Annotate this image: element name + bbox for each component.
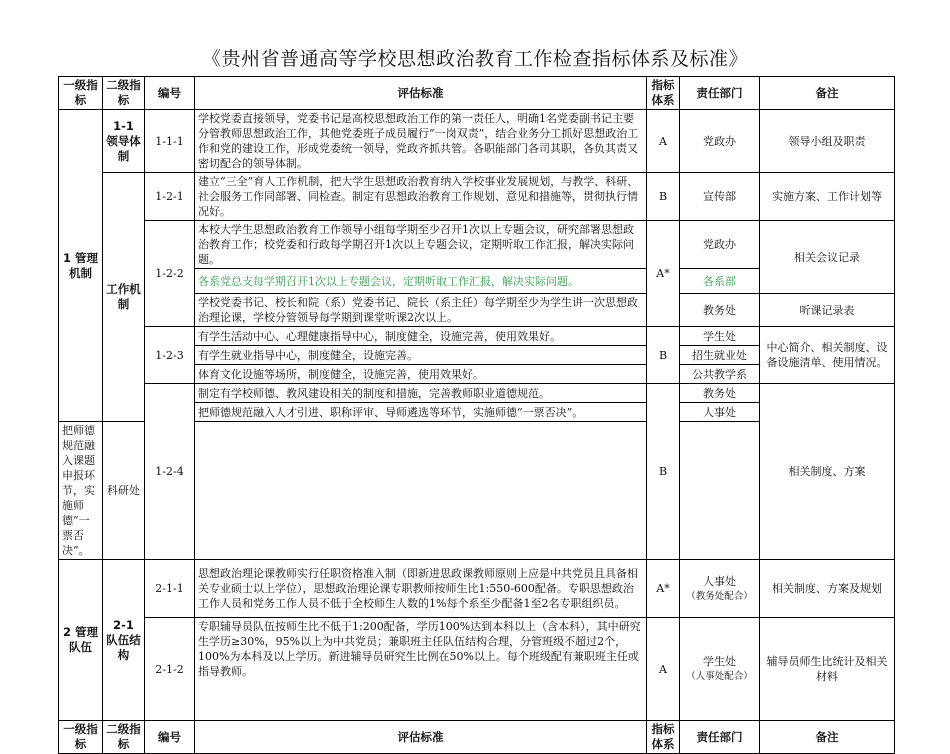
table-row [59,560,895,618]
lvl2-leadership: 1-1 领导体制 [103,110,145,173]
system-cell: A [647,110,680,173]
dept-cell-green: 各系部 [680,269,760,294]
dept-sub: （人事处配合） [686,671,753,682]
note-cell: 听课记录表 [760,294,895,327]
criteria-cell: 体育文化设施等场所，制度健全，设施完善，使用效果好。 [195,365,647,384]
note-cell: 中心简介、相关制度、设备设施清单、使用情况。 [760,327,895,384]
criteria-cell: 制定有学校师德、教风建设相关的制度和措施，完善教师职业道德规范。 [195,384,647,403]
evaluation-table [58,76,895,754]
header-criteria: 评估标准 [195,721,647,754]
system-cell: B [647,327,680,384]
header-dept: 责任部门 [680,721,760,754]
table-row [59,110,895,173]
code-cell: 1-2-1 [145,173,195,221]
criteria-cell: 有学生活动中心、心理健康指导中心，制度健全，设施完善，使用效果好。 [195,327,647,346]
lvl1-management-team: 2 管理队伍 [59,560,103,721]
table-row [59,327,895,346]
code-cell: 1-2-4 [145,384,195,560]
code-cell: 1-2-2 [145,221,195,327]
header-code: 编号 [145,721,195,754]
criteria-cell: 专职辅导员队伍按师生比不低于1:200配备，学历100%达到本科以上（含本科），其中研究生学历≥30%，95%以上为中共党员；兼职班主任队伍结构合理，分管班级不超过2个，100%为本科及以上学历。新进辅导员研究生比例在50%以上。每个班级配有兼职班主任或指导教师。 [195,618,647,721]
dept-cell: 党政办 [680,221,760,269]
header-row [59,77,895,110]
system-cell: B [647,173,680,221]
criteria-cell: 思想政治理论课教师实行任职资格准入制（即新进思政课教师原则上应是中共党员且具备相关专业硕士以上学位），思想政治理论课专职教师按师生比1:550-600配备。专职思想政治工作人员和党务工作人员不低于全校师生人数的1%每个系至少配备1至2名专职组织员。 [195,560,647,618]
table-row [59,173,895,221]
header-dept: 责任部门 [680,77,760,110]
criteria-cell: 本校大学生思想政治教育工作领导小组每学期至少召开1次以上专题会议，研究部署思想政治教育工作；校党委和行政每学期召开1次以上专题会议，定期听取工作汇报，解决实际问题。 [195,221,647,269]
dept-cell: 科研处 [103,422,145,560]
system-cell: A* [647,221,680,327]
page-title: 《贵州省普通高等学校思想政治教育工作检查指标体系及标准》 [201,48,748,70]
table-row [59,384,895,403]
header-lvl2: 二级指标 [103,77,145,110]
lvl1-management-mechanism: 1 管理机制 [59,110,103,422]
header-lvl2: 二级指标 [103,721,145,754]
code-cell: 2-1-2 [145,618,195,721]
header-system: 指标体系 [647,77,680,110]
table-row [59,618,895,721]
note-cell: 领导小组及职责 [760,110,895,173]
header-system: 指标体系 [647,721,680,754]
header-criteria: 评估标准 [195,77,647,110]
header-code: 编号 [145,77,195,110]
code-cell: 1-2-3 [145,327,195,384]
dept-cell: 教务处 [680,384,760,403]
dept-cell: 教务处 [680,294,760,327]
lvl2-team-structure: 2-1 队伍结构 [103,560,145,721]
dept-main: 学生处 [703,655,736,668]
dept-cell: 公共教学系 [680,365,760,384]
header-lvl1: 一级指标 [59,77,103,110]
criteria-cell: 学校党委直接领导，党委书记是高校思想政治工作的第一责任人，明确1名党委副书记主要分管教师思想政治工作，其他党委班子成员履行“一岗双责”，结合业务分工抓好思想政治工作和党的建设工作，形成党委统一领导，党政齐抓共管。各职能部门各司其职，各负其责又密切配合的领导体制。 [195,110,647,173]
dept-cell: 宣传部 [680,173,760,221]
criteria-cell: 建立“三全”育人工作机制，把大学生思想政治教育纳入学校事业发展规划，与教学、科研、社会服务工作同部署、同检查。制定有思想政治教育工作规划、意见和措施等，贯彻执行情况好。 [195,173,647,221]
dept-cell: 招生就业处 [680,346,760,365]
dept-cell [680,618,760,721]
dept-main: 人事处 [703,574,736,588]
code-cell: 2-1-1 [145,560,195,618]
header-note: 备注 [760,721,895,754]
criteria-cell: 把师德规范融入人才引进、职称评审、导师遴选等环节，实施师德“一票否决”。 [195,403,647,422]
note-cell: 相关制度、方案及规划 [760,560,895,618]
criteria-cell: 把师德规范融入课题申报环节，实施师德“一票否决”。 [59,422,103,560]
header-lvl1: 一级指标 [59,721,103,754]
table-row [59,221,895,269]
criteria-cell-green: 各系党总支每学期召开1次以上专题会议，定期听取工作汇报，解决实际问题。 [195,269,647,294]
dept-cell: 人事处 [680,403,760,422]
header-note: 备注 [760,77,895,110]
dept-cell: 学生处 [680,327,760,346]
criteria-cell: 有学生就业指导中心，制度健全，设施完善。 [195,346,647,365]
system-cell: A [647,618,680,721]
lvl2-work-mechanism: 工作机制 [103,173,145,422]
header-row-repeat [59,721,895,754]
dept-sub: （教务处配合） [686,590,753,602]
criteria-cell: 学校党委书记、校长和院（系）党委书记、院长（系主任）每学期至少为学生讲一次思想政治理论课，学校分管领导每学期到课堂听课2次以上。 [195,294,647,327]
system-cell: A* [647,560,680,618]
dept-cell [680,560,760,618]
system-cell: B [647,384,680,560]
note-cell: 实施方案、工作计划等 [760,173,895,221]
dept-cell: 党政办 [680,110,760,173]
note-cell: 相关制度、方案 [760,384,895,560]
code-cell: 1-1-1 [145,110,195,173]
note-cell: 相关会议记录 [760,221,895,294]
note-cell: 辅导员师生比统计及相关材料 [760,618,895,721]
